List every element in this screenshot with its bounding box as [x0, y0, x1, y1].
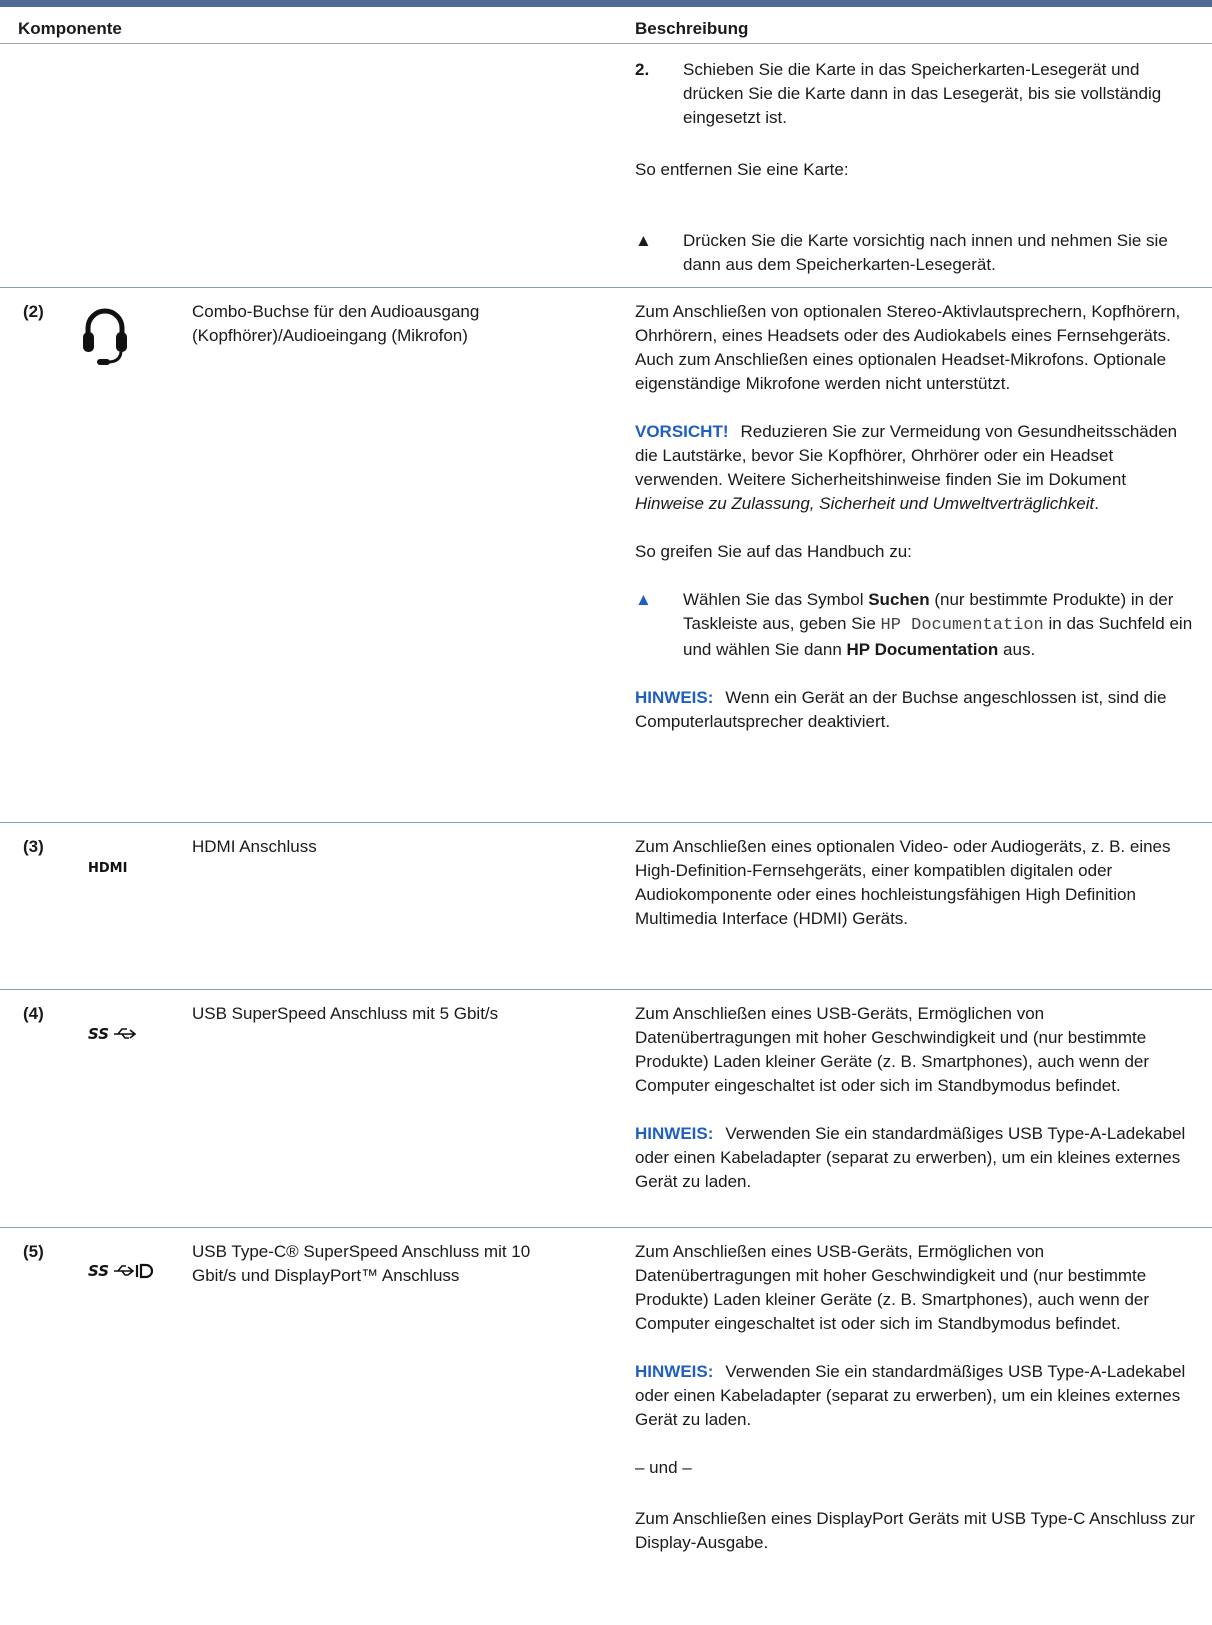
- note-label: HINWEIS:: [635, 688, 714, 707]
- caution-text: Reduzieren Sie zur Vermeidung von Gesundheitsschäden die Lautstärke, bevor Sie Kopfhörer, Ohrhörer oder ein Headset verwenden. Weitere Sicherheitshinweise finden Sie im Dokument: [635, 422, 1178, 489]
- step-number: 2.: [635, 60, 650, 79]
- row-number: (3): [23, 837, 44, 856]
- usb-c-displayport-icon: [88, 1262, 168, 1287]
- remove-step: [635, 229, 1195, 277]
- text: (nur bestimmte Produkte) in der Taskleiste aus, geben Sie: [683, 590, 1174, 633]
- description-text: Zum Anschließen von optionalen Stereo-Aktivlautsprechern, Kopfhörern, Ohrhörern, eines Headsets oder des Audiokabels eines Fernsehgeräts. Auch zum Anschließen eines optionalen Headset-Mikrofons. Optionale eigenständige Mikrofone werden nicht unterstützt.: [635, 302, 1181, 393]
- description-cell: [635, 300, 1195, 734]
- usb-superspeed-icon: [88, 1025, 158, 1050]
- note-text: Verwenden Sie ein standardmäßiges USB Type-A-Ladekabel oder einen Kabeladapter (separat zu erwerben), um ein kleines externes Gerät zu laden.: [635, 1124, 1186, 1191]
- note-label: HINWEIS:: [635, 1362, 714, 1381]
- note: [635, 1360, 1195, 1432]
- note-label: HINWEIS:: [635, 1124, 714, 1143]
- row-divider: [0, 822, 1212, 823]
- remove-intro: So entfernen Sie eine Karte:: [635, 160, 849, 179]
- svg-text:SS: SS: [88, 1025, 110, 1043]
- row-number: (5): [23, 1242, 44, 1261]
- caution-label: VORSICHT!: [635, 422, 729, 441]
- row-divider: [0, 989, 1212, 990]
- text: in das Suchfeld ein und wählen Sie dann: [683, 614, 1193, 659]
- document-title: Hinweise zu Zulassung, Sicherheit und Umweltverträglichkeit: [635, 494, 1095, 513]
- hdmi-icon: [88, 857, 156, 881]
- step-text: Drücken Sie die Karte vorsichtig nach innen und nehmen Sie sie dann aus dem Speicherkarten-Lesegerät.: [683, 231, 1168, 274]
- manual-intro: So greifen Sie auf das Handbuch zu:: [635, 542, 912, 561]
- description-cell: [635, 58, 1195, 277]
- header-rule: [0, 0, 1212, 7]
- ui-term: Suchen: [868, 590, 930, 609]
- description-text: Zum Anschließen eines optionalen Video- oder Audiogeräts, z. B. eines High-Definition-Fernsehgeräts, einer kompatiblen digitalen oder Audiokomponente oder eines hochleistungsfähigen High Definition Multimedia Interface (HDMI) Geräts.: [635, 837, 1171, 928]
- table-header: [0, 7, 1212, 44]
- caution-note: [635, 420, 1195, 516]
- description-cell: [635, 1002, 1195, 1194]
- note: [635, 1122, 1195, 1194]
- column-header-description: Beschreibung: [635, 19, 749, 38]
- triangle-bullet-icon: ▲: [635, 231, 652, 250]
- ui-term: HP Documentation: [846, 640, 999, 659]
- description-cell: [635, 1240, 1195, 1555]
- svg-text:SS: SS: [88, 1262, 110, 1280]
- note-text: Wenn ein Gerät an der Buchse angeschlossen ist, sind die Computerlautsprecher deaktiviert.: [635, 688, 1167, 731]
- step-text: [683, 588, 1195, 662]
- row-divider: [0, 287, 1212, 288]
- row-number: (2): [23, 302, 44, 321]
- text: Wählen Sie das Symbol: [683, 590, 864, 609]
- triangle-bullet-icon: ▲: [635, 590, 652, 609]
- description-text: Zum Anschließen eines USB-Geräts, Ermöglichen von Datenübertragungen mit hoher Geschwindigkeit und (nur bestimmte Produkte) Laden kleiner Geräte (z. B. Smartphones), auch wenn der Computer eingeschaltet ist oder sich im Standbymodus befindet.: [635, 1004, 1150, 1095]
- component-name: HDMI Anschluss: [192, 837, 317, 856]
- description-text-2: Zum Anschließen eines DisplayPort Geräts mit USB Type-C Anschluss zur Display-Ausgabe.: [635, 1509, 1195, 1552]
- column-header-component: Komponente: [18, 19, 122, 38]
- code-text: HP Documentation: [880, 616, 1044, 635]
- row-divider: [0, 1227, 1212, 1228]
- description-text: Zum Anschließen eines USB-Geräts, Ermöglichen von Datenübertragungen mit hoher Geschwindigkeit und (nur bestimmte Produkte) Laden kleiner Geräte (z. B. Smartphones), auch wenn der Computer eingeschaltet ist oder sich im Standbymodus befindet.: [635, 1242, 1150, 1333]
- headset-icon: [80, 302, 130, 375]
- note-text: Verwenden Sie ein standardmäßiges USB Type-A-Ladekabel oder einen Kabeladapter (separat zu erwerben), um ein kleines externes Gerät zu laden.: [635, 1362, 1186, 1429]
- row-number: (4): [23, 1004, 44, 1023]
- component-name: Combo-Buchse für den Audioausgang (Kopfhörer)/Audioeingang (Mikrofon): [192, 302, 480, 345]
- step-2: [635, 58, 1195, 130]
- manual-step: [635, 588, 1195, 662]
- text: aus.: [1003, 640, 1036, 659]
- svg-text:HDMI: HDMI: [88, 861, 128, 874]
- note: [635, 686, 1195, 734]
- component-name: USB SuperSpeed Anschluss mit 5 Gbit/s: [192, 1004, 499, 1023]
- step-text: Schieben Sie die Karte in das Speicherkarten-Lesegerät und drücken Sie die Karte dann in das Lesegerät, bis sie vollständig eingesetzt ist.: [683, 60, 1162, 127]
- component-name: USB Type-C® SuperSpeed Anschluss mit 10 Gbit/s und DisplayPort™ Anschluss: [192, 1242, 531, 1285]
- punctuation: .: [1094, 494, 1099, 513]
- and-separator: – und –: [635, 1458, 692, 1477]
